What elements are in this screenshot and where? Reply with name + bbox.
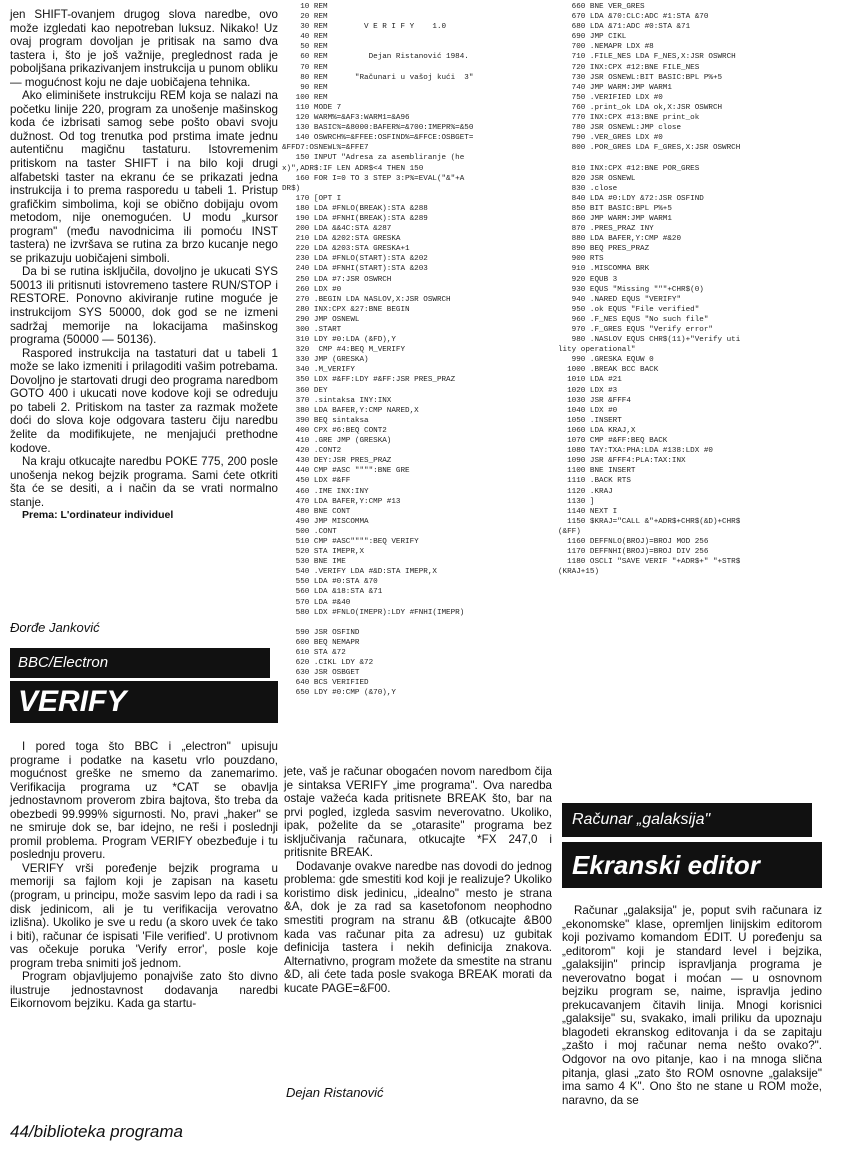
- section-title: Ekranski editor: [562, 842, 822, 888]
- section-title: VERIFY: [10, 681, 278, 723]
- section-subtitle: BBC/Electron: [10, 648, 270, 678]
- paragraph: jen SHIFT-ovanjem drugog slova naredbe, ovo može izgledati kao nepotreban luksuz. Nikako! Uz ovaj program dovoljan je pritisak na samo dva tastera i, što je još važnije, preglednost rada je poboljšana prikazivanjem instrukcija u punom obliku — mogućnost koju ne daje uobičajena tehnika.: [10, 8, 278, 89]
- galaksija-article-column: [562, 904, 822, 1107]
- paragraph: jete, vaš je računar obogaćen novom naredbom čija je sintaksa VERIFY „ime programa". Ova naredba ostaje važeća kada pritisnete BREAK što, bar na prvi pogled, izgleda sasvim neverovatno. Ukoliko, ipak, poželite da se „otarasite" programa bez isključivanja računara, otkucajte *FX 247,0 i pritisnite BREAK.: [284, 765, 552, 860]
- paragraph: Na kraju otkucajte naredbu POKE 775, 200 posle unošenja nekog bejzik programa. Sami ćete otkriti šta će se desiti, a i način da se vrati normalno stanje.: [10, 455, 278, 509]
- paragraph: Program objavljujemo ponajviše zato što divno ilustruje jednostavnost dodavanja naredbi Eikornovom bejziku. Kada ga startu-: [10, 970, 278, 1011]
- paragraph: Raspored instrukcija na tastaturi dat u tabeli 1 može se lako izmeniti i prilagoditi vašim potrebama. Dovoljno je startovati drugi deo programa naredbom GOTO 400 i ukucati nove kodove koji se odreduju po tabeli 2. Pritiskom na taster za razmak možete doći do slova koje odgovara tasteru čiju naredbu želite da modifikujete, ne menjajući prethodne kodove.: [10, 346, 278, 455]
- author-name: Dejan Ristanović: [286, 1085, 384, 1100]
- section-subtitle: Računar „galaksija": [562, 803, 812, 837]
- author-name: Đorđe Janković: [10, 620, 100, 635]
- code-listing-left: 10 REM 20 REM 30 REM V E R I F Y 1.0 40 REM 50 REM 60 REM Dejan Ristanović 1984. 70 REM 80 REM "Računari u vašoj kući 3" 90 REM 100 REM 110 MODE 7 120 WARM%=&AF3:WARM1=&A96 130 BASIC%=&8000:BAFER%=&700:IMEPR%=&50 140 OSWRCH%=&FFEE:OSFIND%=&FFCE:OSBGET= &FFD7:OSNEWL%=&FFE7 150 INPUT "Adresa za asembliranje (he x)",ADR$:IF LEN ADR$<4 THEN 150 160 FOR I=0 TO 3 STEP 3:P%=EVAL("&"+A DR$) 170 [OPT I 180 LDA #FNLO(BREAK):STA &288 190 LDA #FNHI(BREAK):STA &289 200 LDA &&4C:STA &287 210 LDA &202:STA GRESKA 220 LDA &203:STA GRESKA+1 230 LDA #FNLO(START):STA &202 240 LDA #FNHI(START):STA &203 250 LDA #7:JSR OSWRCH 260 LDX #0 270 .BEGIN LDA NASLOV,X:JSR OSWRCH 280 INX:CPX &27:BNE BEGIN 290 JMP OSNEWL 300 .START 310 LDY #0:LDA (&FD),Y 320 CMP #4:BEQ M_VERIFY 330 JMP (GRESKA) 340 .M_VERIFY 350 LDX #&FF:LDY #&FF:JSR PRES_PRAZ 360 DEY 370 .sintaksa INY:INX 380 LDA BAFER,Y:CMP NARED,X 390 BEQ sintaksa 400 CPX #6:BEQ CONT2 410 .GRE JMP (GRESKA) 420 .CONT2 430 DEY:JSR PRES_PRAZ 440 CMP #ASC """":BNE GRE 450 LDX #&FF 460 .IME INX:INY 470 LDA BAFER,Y:CMP #13 480 BNE CONT 490 JMP MISCOMMA 500 .CONT 510 CMP #ASC"""":BEQ VERIFY 520 STA IMEPR,X 530 BNE IME 540 .VERIFY LDA #&D:STA IMEPR,X 550 LDA #0:STA &70 560 LDA &18:STA &71 570 LDA #&40 580 LDX #FNLO(IMEPR):LDY #FNHI(IMEPR) 590 JSR OSFIND 600 BEQ NEMAPR 610 STA &72 620 .CIKL LDY &72 630 JSR OSBGET 640 BCS VERIFIED 650 LDY #0:CMP (&70),Y: [282, 3, 474, 698]
- paragraph: I pored toga što BBC i „electron" upisuju programe i podatke na kasetu vrlo pouzdano, mogućnost greške ne smemo da zanemarimo. Verifikacija programa uz *CAT se obavlja jednostavnom proverom zbira bajtova, što treba da obezbedi 99.999% sigurnosti. No, pravi „haker" se ne smiruje dok se, bar idejno, ne reši i poslednji promil problema. Program VERIFY obezbeđuje i tu poslednju proveru.: [10, 740, 278, 862]
- verify-article-column: [10, 740, 278, 1011]
- paragraph: Da bi se rutina isključila, dovoljno je ukucati SYS 50013 ili pritisnuti istovremeno tastere RUN/STOP i RESTORE. Ponovno akiviranje rutine moguće je instrukcijom SYS 50000, dok god se ne izmeni sadržaj memorije na lokacijama mašinskog programa (50000 — 50136).: [10, 265, 278, 347]
- source-line: Prema: L'ordinateur individuel: [22, 509, 174, 522]
- paragraph: VERIFY vrši poređenje bejzik programa u memoriji sa fajlom koji je zapisan na kasetu (program, u principu, može sasvim lepo da radi i sa disk jedinicom, ali je tu verifikacija verovatno izlišna). Ukoliko je sve u redu (a skoro uvek će tako i biti), računar će ispisati 'File verified'. U protivnom vas očekuje poruka 'Verify error', posle koje program treba snimiti još jednom.: [10, 861, 278, 970]
- paragraph: Računar „galaksija" je, poput svih računara iz „ekonomske" klase, opremljen linijskim editorom koji pozivamo komandom EDIT. U poređenju sa „editorom" koji je standard level i bejzika, „galaksijin" princip ispravljanja programa je neverovatno bogat i moćan — u osnovnom bejziku program se, naime, ispravlja jedino prekucavanjem čitavih linija. Mnogi korisnici „galaksije" su, svakako, imali priliku da upoznaju blagodeti ekranskog editovanja i da se zapitaju „zašto i moj računar nema nešto ovako?". Odgovor na ovo pitanje, kao i na mnoga slična pitanja, glasi „zato što ROM osnovne „galaksije" ima samo 4 K". Ono što ne stane u ROM može, naravno, da se: [562, 904, 822, 1107]
- page-footer: 44/biblioteka programa: [10, 1122, 183, 1141]
- paragraph: Dodavanje ovakve naredbe nas dovodi do jednog problema: gde smestiti kod koji je realizuje? Ukoliko koristimo disk jedinicu, „idealno" mesto je strana &A, dok je za rad sa kasetofonom neophodno smestiti program na stranu &B (otkucajte &B00 kada vas računar pita za adresu) uz gubitak definicija tastera i nekih definicija znakova. Alternativno, program možete da smestite na stranu &D, ali ćete tada posle svakoga BREAK morati da kucate PAGE=&F00.: [284, 859, 552, 995]
- code-listing-right: 660 BNE VER_GRES 670 LDA &70:CLC:ADC #1:STA &70 680 LDA &71:ADC #0:STA &71 690 JMP CIKL 700 .NEMAPR LDX #8 710 .FILE_NES LDA F_NES,X:JSR OSWRCH 720 INX:CPX #12:BNE FILE_NES 730 JSR OSNEWL:BIT BASIC:BPL P%+5 740 JMP WARM:JMP WARM1 750 .VERIFIED LDX #0 760 .print_ok LDA ok,X:JSR OSWRCH 770 INX:CPX #13:BNE print_ok 780 JSR OSNEWL:JMP close 790 .VER_GRES LDX #0 800 .POR_GRES LDA F_GRES,X:JSR OSWRCH 810 INX:CPX #12:BNE POR_GRES 820 JSR OSNEWL 830 .close 840 LDA #0:LDY &72:JSR OSFIND 850 BIT BASIC:BPL P%+5 860 JMP WARM:JMP WARM1 870 .PRES_PRAZ INY 880 LDA BAFER,Y:CMP #&20 890 BEQ PRES_PRAZ 900 RTS 910 .MISCOMMA BRK 920 EQUB 3 930 EQUS "Missing """+CHR$(0) 940 .NARED EQUS "VERIFY" 950 .ok EQUS "File verified" 960 .F_NES EQUS "No such file" 970 .F_GRES EQUS "Verify error" 980 .NASLOV EQUS CHR$(11)+"Verify uti lity operational" 990 .GRESKA EQUW 0 1000 .BREAK BCC BACK 1010 LDA #21 1020 LDX #3 1030 JSR &FFF4 1040 LDX #0 1050 .INSERT 1060 LDA KRAJ,X 1070 CMP #&FF:BEQ BACK 1080 TAY:TXA:PHA:LDA #138:LDX #0 1090 JSR &FFF4:PLA:TAX:INX 1100 BNE INSERT 1110 .BACK RTS 1120 .KRAJ 1130 ] 1140 NEXT I 1150 $KRAJ="CALL &"+ADR$+CHR$(&D)+CHR$ (&FF) 1160 DEFFNLO(BROJ)=BROJ MOD 256 1170 DEFFNHI(BROJ)=BROJ DIV 256 1180 OSCLI "SAVE VERIF "+ADR$+" "+STR$ (KRAJ+15): [558, 3, 741, 577]
- middle-text-column: [284, 765, 552, 995]
- paragraph: Ako eliminišete instrukciju REM koja se nalazi na početku linije 220, program za unošenje mašinskog koda će izbrisati samog sebe pošto obavi svoju dužnost. Od tog trenutka pod prstima imate jednu autentičnu magičnu tastaturu. Istovremenim pritiskom na taster SHIFT i na bilo koji drugi alfabetski taster na ekranu će se prikazati jedna instrukcija i to prema rasporedu u tabeli 1. Pristup grafičkim simbolima, koji se obično dobijaju ovom metodom, nije onemogućen. U modu „kursor program" (među navodnicima ili pomoću INST tastera) ne izvršava se rutina za brzo kucanje nego se prikazuju uobičajeni simboli.: [10, 89, 278, 265]
- left-intro-column: [10, 8, 278, 523]
